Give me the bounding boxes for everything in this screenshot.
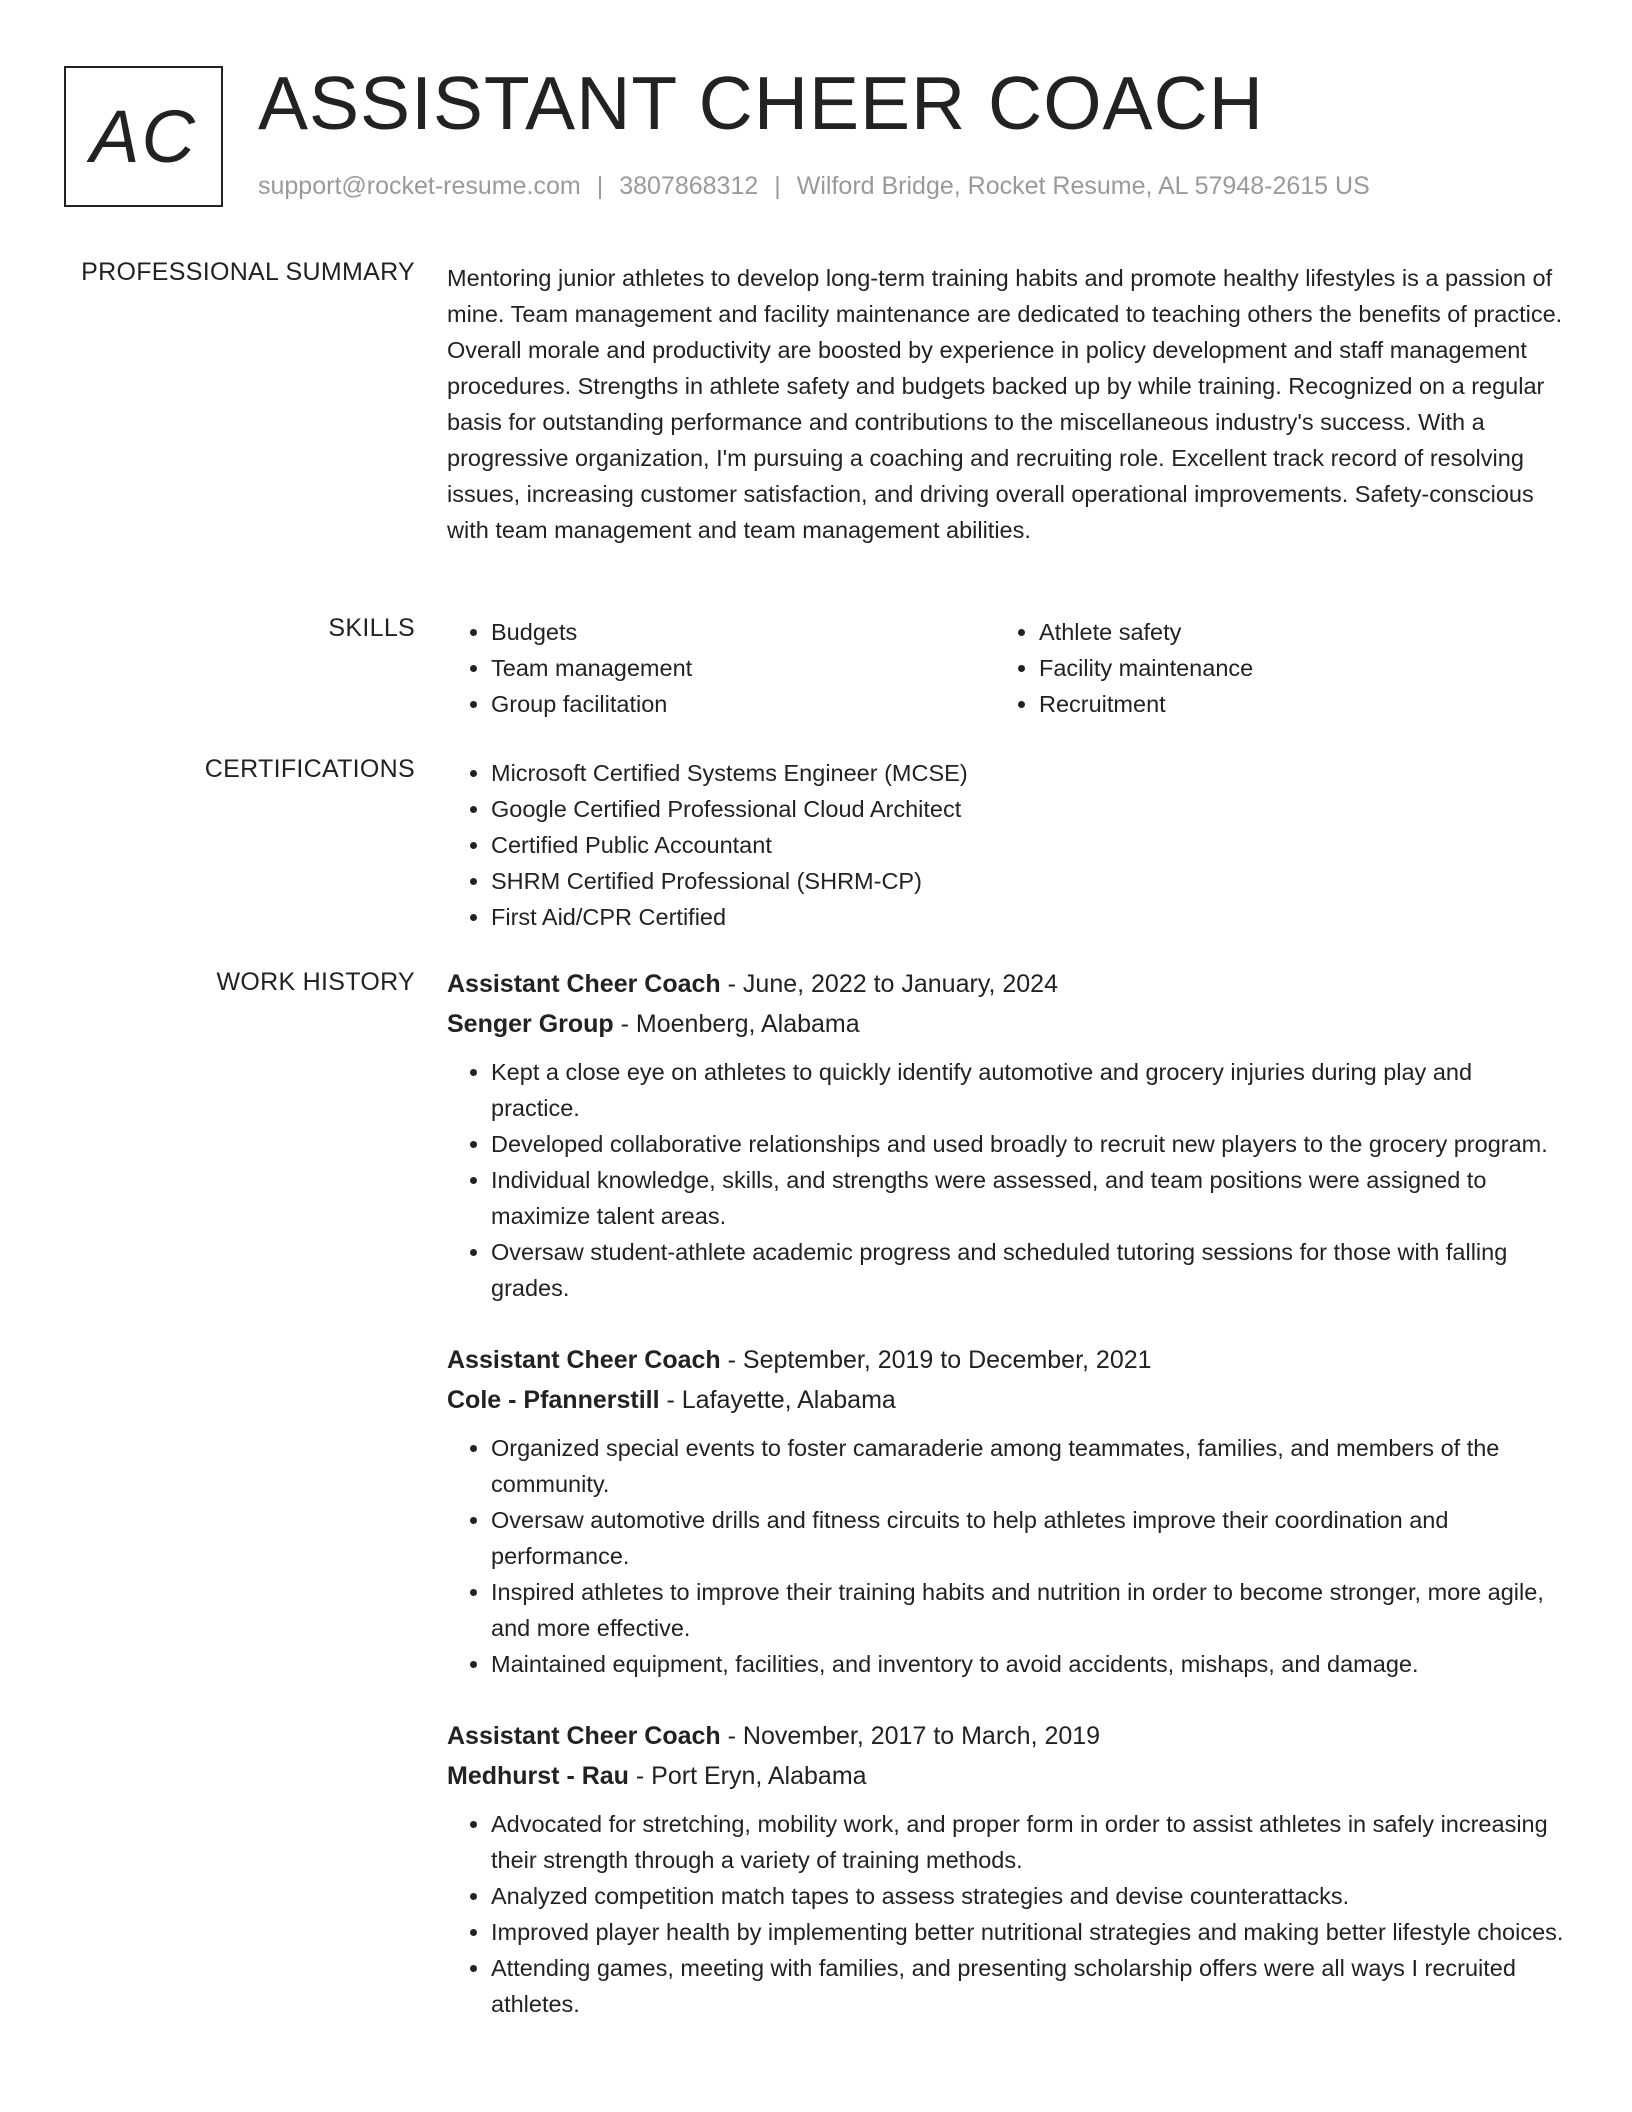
certification-item: • Google Certified Professional Cloud Architect: [491, 791, 1567, 827]
job-location: - Lafayette, Alabama: [659, 1386, 896, 1414]
job-company: Cole - Pfannerstill: [447, 1386, 660, 1414]
job-dates: - November, 2017 to March, 2019: [720, 1722, 1101, 1750]
job-bullet: • Maintained equipment, facilities, and inventory to avoid accidents, mishaps, and damage.: [491, 1646, 1567, 1682]
page-title: ASSISTANT CHEER COACH: [258, 61, 1264, 145]
job-entry: [447, 1340, 1567, 1682]
job-bullet: • Advocated for stretching, mobility work, and proper form in order to assist athletes in safely increasing their strength through a variety of training methods.: [491, 1806, 1567, 1878]
phone-text: 3807868312: [619, 172, 759, 200]
job-entry: [447, 1716, 1567, 2022]
monogram: AC: [64, 66, 223, 207]
contact-separator: |: [774, 172, 781, 200]
job-bullets: [447, 1054, 1567, 1306]
job-bullets: [447, 1430, 1567, 1682]
job-bullet: • Inspired athletes to improve their training habits and nutrition in order to become stronger, more agile, and more effective.: [491, 1574, 1567, 1646]
skill-item: • Athlete safety: [1039, 614, 1543, 650]
job-bullet: • Attending games, meeting with families, and presenting scholarship offers were all ways I recruited athletes.: [491, 1950, 1567, 2022]
certifications-body: [447, 755, 1567, 935]
job-bullet: • Improved player health by implementing better nutritional strategies and making better lifestyle choices.: [491, 1914, 1567, 1950]
address-text: Wilford Bridge, Rocket Resume, AL 57948-2615 US: [796, 172, 1370, 200]
section-heading-work-history: WORK HISTORY: [216, 968, 415, 996]
skills-column: [447, 614, 995, 722]
skill-item: • Group facilitation: [491, 686, 995, 722]
job-bullet: • Oversaw automotive drills and fitness circuits to help athletes improve their coordination and performance.: [491, 1502, 1567, 1574]
certifications-list: [447, 755, 1567, 935]
certification-item: • First Aid/CPR Certified: [491, 899, 1567, 935]
certification-item: • Microsoft Certified Systems Engineer (MCSE): [491, 755, 1567, 791]
job-title-line: [447, 1716, 1567, 1756]
section-heading-summary: PROFESSIONAL SUMMARY: [81, 258, 415, 286]
certification-item: • Certified Public Accountant: [491, 827, 1567, 863]
job-company-line: [447, 1380, 1567, 1420]
job-bullet: • Organized special events to foster camaraderie among teammates, families, and members of the community.: [491, 1430, 1567, 1502]
job-dates: - June, 2022 to January, 2024: [720, 970, 1058, 998]
skills-list: [995, 614, 1543, 722]
job-company-line: [447, 1756, 1567, 1796]
job-bullet: • Analyzed competition match tapes to assess strategies and devise counterattacks.: [491, 1878, 1567, 1914]
skills-grid: [447, 614, 1567, 722]
section-heading-certifications: CERTIFICATIONS: [204, 755, 415, 783]
work-history-body: [447, 964, 1567, 2056]
job-bullet: • Developed collaborative relationships and used broadly to recruit new players to the grocery program.: [491, 1126, 1567, 1162]
resume-header: [64, 61, 1564, 211]
skill-item: • Facility maintenance: [1039, 650, 1543, 686]
job-dates: - September, 2019 to December, 2021: [720, 1346, 1152, 1374]
job-bullets: [447, 1806, 1567, 2022]
contact-separator: |: [596, 172, 604, 200]
job-bullet: • Individual knowledge, skills, and strengths were assessed, and team positions were assigned to maximize talent areas.: [491, 1162, 1567, 1234]
section-heading-skills: SKILLS: [328, 614, 415, 642]
skills-body: [447, 614, 1567, 722]
job-bullet: • Oversaw student-athlete academic progress and scheduled tutoring sessions for those with falling grades.: [491, 1234, 1567, 1306]
job-bullet: • Kept a close eye on athletes to quickly identify automotive and grocery injuries during play and practice.: [491, 1054, 1567, 1126]
email-link[interactable]: support@rocket-resume.com: [258, 172, 581, 200]
skills-list: [447, 614, 995, 722]
job-company-line: [447, 1004, 1567, 1044]
certification-item: • SHRM Certified Professional (SHRM-CP): [491, 863, 1567, 899]
skill-item: • Recruitment: [1039, 686, 1543, 722]
job-company: Senger Group: [447, 1010, 614, 1038]
job-title: Assistant Cheer Coach: [447, 970, 721, 998]
contact-line: [258, 172, 1370, 201]
job-location: - Port Eryn, Alabama: [628, 1762, 867, 1790]
job-location: - Moenberg, Alabama: [613, 1010, 860, 1038]
job-title-line: [447, 1340, 1567, 1380]
skills-column: [995, 614, 1543, 722]
job-title: Assistant Cheer Coach: [447, 1722, 721, 1750]
job-title: Assistant Cheer Coach: [447, 1346, 721, 1374]
summary-body: [447, 260, 1567, 548]
skill-item: • Budgets: [491, 614, 995, 650]
job-entry: [447, 964, 1567, 1306]
skill-item: • Team management: [491, 650, 995, 686]
job-company: Medhurst - Rau: [447, 1762, 629, 1790]
summary-text: Mentoring junior athletes to develop long-term training habits and promote healthy lifestyles is a passion of mine. Team management and facility maintenance are dedicated to teaching others the benefits of practice. Overall morale and productivity are boosted by experience in policy development and staff management procedures. Strengths in athlete safety and budgets backed up by while training. Recognized on a regular basis for outstanding performance and contributions to the miscellaneous industry's success. With a progressive organization, I'm pursuing a coaching and recruiting role. Excellent track record of resolving issues, increasing customer satisfaction, and driving overall operational improvements. Safety-conscious with team management and team management abilities.: [447, 265, 1563, 543]
job-title-line: [447, 964, 1567, 1004]
